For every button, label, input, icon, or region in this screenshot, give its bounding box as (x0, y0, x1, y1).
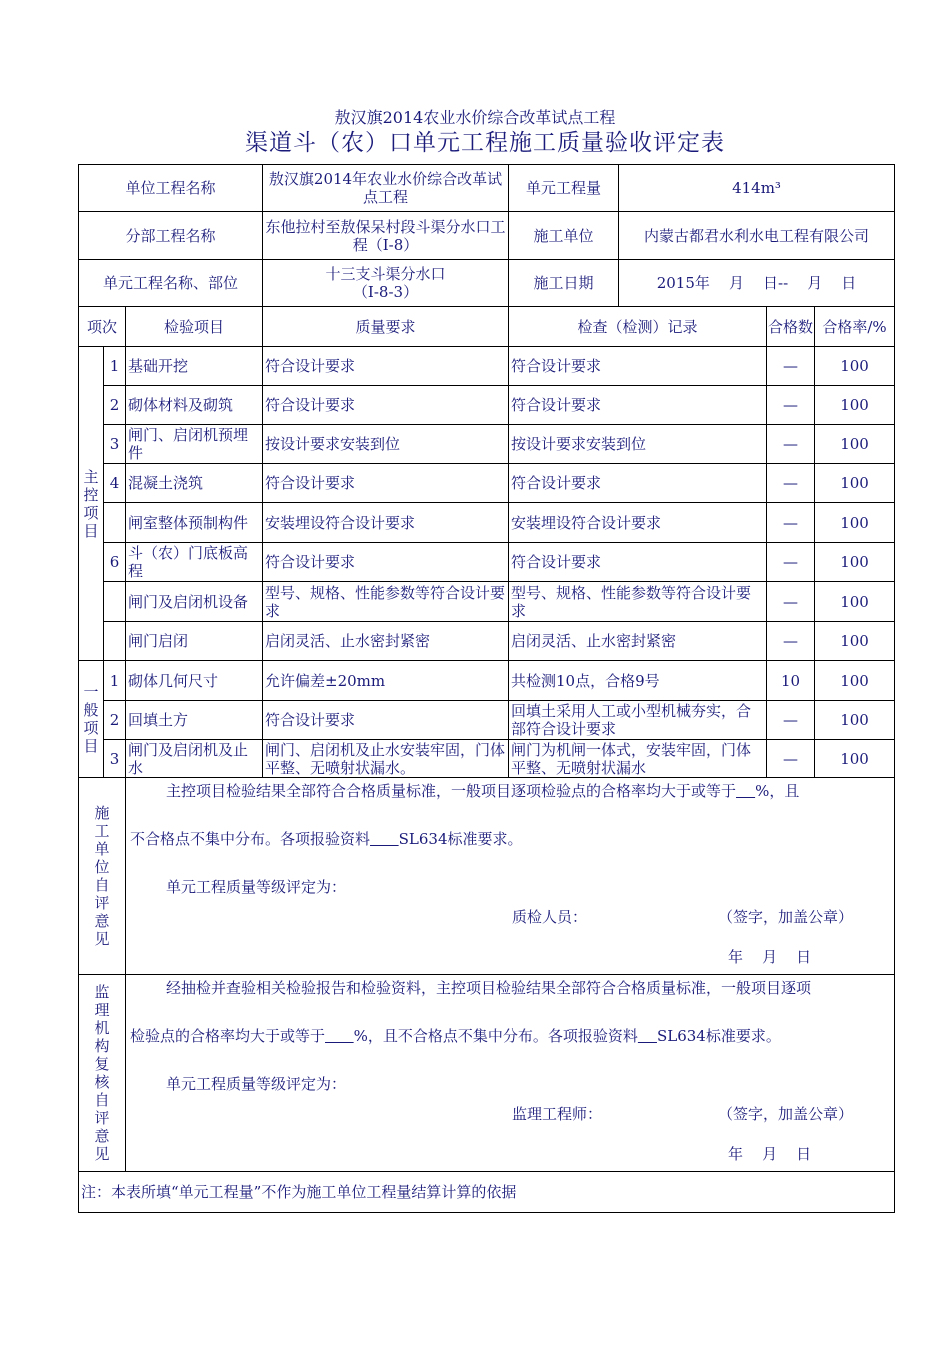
col-record: 检查（检测）记录 (509, 307, 767, 347)
col-pass-rate: 合格率/% (815, 307, 895, 347)
general-row-2 (79, 701, 895, 740)
row-item: 基础开挖 (126, 347, 263, 386)
row-record: 符合设计要求 (509, 347, 767, 386)
self-eval-row (79, 778, 895, 975)
row-record: 安装埋设符合设计要求 (509, 503, 767, 543)
row-record (509, 701, 767, 740)
engineer-label: 监理工程师： (512, 1105, 603, 1123)
project-subtitle: 敖汉旗2014农业水价综合改革试点工程 (334, 108, 616, 127)
col-quality-req: 质量要求 (263, 307, 509, 347)
row-count: — (767, 347, 815, 386)
main-control-label (79, 347, 104, 661)
row-count: — (767, 425, 815, 464)
general-row-1 (79, 661, 895, 701)
row-rate: 100 (815, 503, 895, 543)
row-item (126, 582, 263, 622)
row-record-text: 闸门为机闸一体式，安装牢固，门体平整、无喷射状漏水 (511, 740, 752, 777)
supervisor-eval-row (79, 975, 895, 1172)
row-count: 10 (767, 661, 815, 701)
row-no: 2 (104, 386, 126, 425)
date-value: 2015年 月 日-- 月 日 (619, 260, 895, 307)
row-no: 3 (104, 740, 126, 778)
supervisor-eval-line2-end: SL634标准要求。 (656, 1027, 781, 1045)
row-count: — (767, 386, 815, 425)
main-control-label-text: 主 控 项 目 (83, 467, 99, 540)
row-req: 安装埋设符合设计要求 (263, 503, 509, 543)
row-item-text: 斗（农）门底板高程 (128, 544, 249, 580)
supervisor-eval-grade: 单元工程质量等级评定为： (166, 1075, 347, 1093)
row-req: 符合设计要求 (263, 464, 509, 503)
row-record: 符合设计要求 (509, 464, 767, 503)
row-no: 3 (104, 425, 126, 464)
row-record: 启闭灵活、止水密封紧密 (509, 622, 767, 661)
self-eval-line2-end: SL634标准要求。 (398, 830, 523, 848)
row-no (104, 622, 126, 661)
row-no: 2 (104, 701, 126, 740)
supervisor-eval-line2-text: 检验点的合格率均大于或等于 (130, 1027, 326, 1045)
unit-name-value-line2: （Ⅰ-8-3） (352, 283, 419, 301)
row-req (263, 582, 509, 622)
supervisor-eval-sign: （签字，加盖公章） (718, 1105, 854, 1123)
row-req: 符合设计要求 (263, 347, 509, 386)
info-row-division (79, 212, 895, 260)
form-note: 注：本表所填“单元工程量”不作为施工单位工程量结算计算的依据 (79, 1172, 895, 1213)
col-pass-count: 合格数 (767, 307, 815, 347)
row-req: 符合设计要求 (263, 386, 509, 425)
date-label: 施工日期 (509, 260, 619, 307)
row-req: 启闭灵活、止水密封紧密 (263, 622, 509, 661)
row-req: 允许偏差±20mm (263, 661, 509, 701)
docs-blank[interactable] (370, 830, 399, 848)
contractor-label: 施工单位 (509, 212, 619, 260)
self-eval-line1-text: 主控项目检验结果全部符合合格质量标准，一般项目逐项检验点的合格率均大于或等于 (166, 782, 737, 800)
row-item-text: 闸门及启闭机设备 (128, 592, 249, 611)
inspector-label: 质检人员： (512, 908, 588, 926)
row-rate: 100 (815, 740, 895, 778)
supervisor-eval-line1: 经抽检并查验相关检验报告和检验资料，主控项目检验结果全部符合合格质量标准，一般项目逐项 (166, 979, 812, 997)
general-row-3 (79, 740, 895, 778)
main-row-5 (79, 503, 895, 543)
row-item (126, 543, 263, 582)
row-count: — (767, 543, 815, 582)
row-record: 按设计要求安装到位 (509, 425, 767, 464)
main-row-7 (79, 582, 895, 622)
self-eval-date: 年 月 日 (728, 948, 812, 966)
row-rate: 100 (815, 386, 895, 425)
supervisor-eval-line2 (130, 1027, 781, 1045)
row-record-text: 回填土采用人工或小型机械夯实，合部符合设计要求 (511, 702, 752, 738)
row-req: 符合设计要求 (263, 543, 509, 582)
main-row-1 (79, 347, 895, 386)
main-row-3 (79, 425, 895, 464)
row-req-text: 闸门、启闭机及止水安装牢固，门体平整、无喷射状漏水。 (265, 740, 506, 777)
row-req-text: 型号、规格、性能参数等符合设计要求 (265, 583, 506, 620)
supervisor-pass-rate-blank[interactable] (325, 1027, 354, 1045)
row-item: 砌体几何尺寸 (126, 661, 263, 701)
row-no: 1 (104, 347, 126, 386)
row-no: 4 (104, 464, 126, 503)
note-row (79, 1172, 895, 1213)
supervisor-eval-date: 年 月 日 (728, 1145, 812, 1163)
unit-name-value (263, 260, 509, 307)
row-item-text: 闸室整体预制构件 (128, 513, 249, 532)
row-item-text: 闸门、启闭机预埋件 (128, 426, 249, 462)
row-rate: 100 (815, 582, 895, 622)
row-record: 符合设计要求 (509, 386, 767, 425)
self-eval-line2 (130, 830, 523, 848)
self-eval-label (79, 778, 126, 975)
row-item: 砌体材料及砌筑 (126, 386, 263, 425)
row-rate: 100 (815, 464, 895, 503)
row-no (104, 503, 126, 543)
row-count: — (767, 503, 815, 543)
row-record (509, 740, 767, 778)
main-row-8 (79, 622, 895, 661)
row-rate: 100 (815, 425, 895, 464)
self-eval-line1-end: %，且 (755, 782, 800, 800)
row-record: 符合设计要求 (509, 543, 767, 582)
contractor-value: 内蒙古都君水利水电工程有限公司 (619, 212, 895, 260)
form-title: 渠道斗（农）口单元工程施工质量验收评定表 (245, 130, 725, 156)
supervisor-eval-label (79, 975, 126, 1172)
main-row-2 (79, 386, 895, 425)
row-count: — (767, 622, 815, 661)
row-no: 1 (104, 661, 126, 701)
row-count: — (767, 701, 815, 740)
self-eval-line1 (166, 782, 799, 800)
row-count: — (767, 740, 815, 778)
main-row-4 (79, 464, 895, 503)
row-rate: 100 (815, 622, 895, 661)
row-item (126, 503, 263, 543)
main-row-6 (79, 543, 895, 582)
pass-rate-blank[interactable] (736, 782, 755, 800)
row-count: — (767, 582, 815, 622)
row-item: 混凝土浇筑 (126, 464, 263, 503)
row-count: — (767, 464, 815, 503)
unit-name-value-line1: 十三支斗渠分水口 (325, 265, 446, 283)
row-rate: 100 (815, 701, 895, 740)
self-eval-sign: （签字，加盖公章） (718, 908, 854, 926)
division-name-value: 东他拉村至敖保呆村段斗渠分水口工程（Ⅰ-8） (263, 212, 509, 260)
self-eval-content (126, 778, 895, 975)
self-eval-line2-text: 不合格点不集中分布。各项报验资料 (130, 830, 371, 848)
unit-quantity-value: 414m³ (619, 165, 895, 212)
row-req (263, 740, 509, 778)
row-item (126, 425, 263, 464)
row-item: 闸门启闭 (126, 622, 263, 661)
row-req: 按设计要求安装到位 (263, 425, 509, 464)
division-name-label: 分部工程名称 (79, 212, 263, 260)
row-rate: 100 (815, 347, 895, 386)
col-item-no: 项次 (79, 307, 126, 347)
unit-project-name-value: 敖汉旗2014年农业水价综合改革试点工程 (263, 165, 509, 212)
acceptance-form-table (78, 164, 895, 1213)
unit-name-label: 单元工程名称、部位 (79, 260, 263, 307)
row-record: 共检测10点，合格9号 (509, 661, 767, 701)
supervisor-eval-label-text: 监 理 机 构 复 核 自 评 意 见 (94, 983, 110, 1163)
row-item-text: 闸门及启闭机及止水 (128, 740, 249, 777)
row-item (126, 740, 263, 778)
general-label-text: 一 般 项 目 (83, 683, 99, 755)
row-item: 回填土方 (126, 701, 263, 740)
row-rate: 100 (815, 661, 895, 701)
unit-quantity-label: 单元工程量 (509, 165, 619, 212)
row-req: 符合设计要求 (263, 701, 509, 740)
row-record-text: 型号、规格、性能参数等符合设计要求 (511, 583, 752, 620)
unit-project-name-label: 单位工程名称 (79, 165, 263, 212)
row-rate: 100 (815, 543, 895, 582)
supervisor-eval-line2-mid: %，且不合格点不集中分布。各项报验资料 (353, 1027, 638, 1045)
general-label (79, 661, 104, 778)
supervisor-docs-blank[interactable] (638, 1027, 657, 1045)
info-row-unit-name (79, 260, 895, 307)
column-header-row (79, 307, 895, 347)
row-no: 6 (104, 543, 126, 582)
row-no (104, 582, 126, 622)
info-row-unit-project (79, 165, 895, 212)
self-eval-label-text: 施 工 单 位 自 评 意 见 (94, 804, 110, 948)
self-eval-grade: 单元工程质量等级评定为： (166, 878, 347, 896)
supervisor-eval-content (126, 975, 895, 1172)
col-check-item: 检验项目 (126, 307, 263, 347)
row-record (509, 582, 767, 622)
